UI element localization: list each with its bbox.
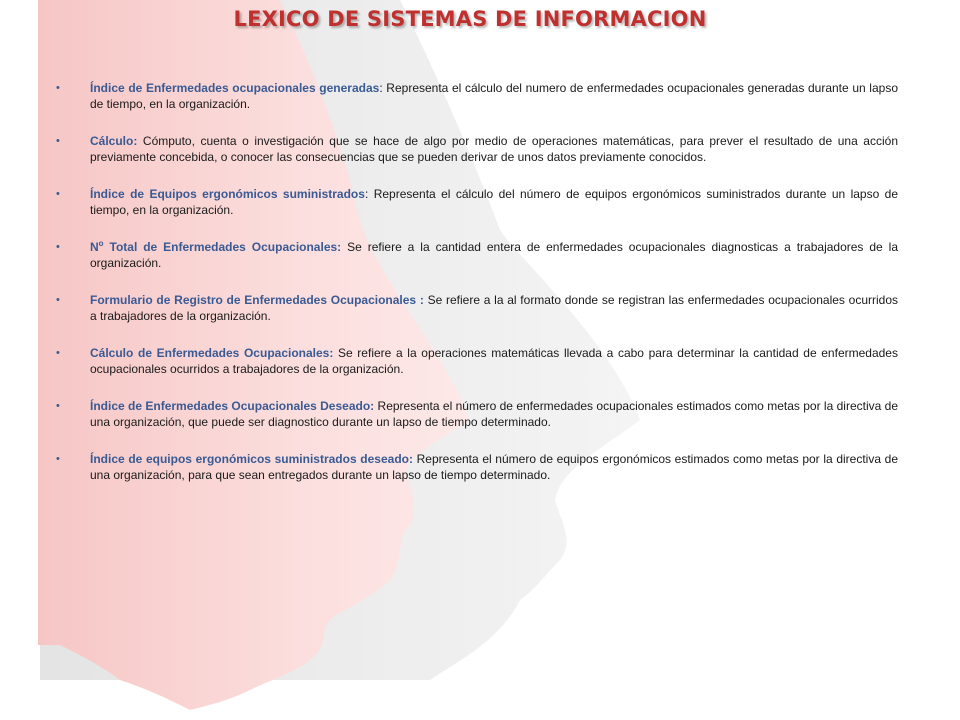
term-superscript: o xyxy=(98,239,104,248)
bullet-icon: • xyxy=(56,188,60,200)
definition-text: Representa el cálculo del número de equipos ergonómicos suministrados durante un lapso de tiempo, en la organización. xyxy=(90,187,899,217)
definition-term: Formulario de Registro de Enfermedades Ocupacionales : xyxy=(90,293,424,307)
definition-term xyxy=(90,240,341,254)
definition-term: Índice de Equipos ergonómicos suministrados xyxy=(90,187,365,201)
bullet-icon: • xyxy=(56,135,60,147)
definition-term: Índice de Enfermedades Ocupacionales Deseado: xyxy=(90,399,375,413)
definition-item xyxy=(56,239,898,271)
page-title: LEXICO DE SISTEMAS DE INFORMACION xyxy=(233,7,707,31)
definition-item xyxy=(56,80,898,112)
definition-separator: : xyxy=(364,187,369,201)
definition-item xyxy=(56,345,898,377)
definition-text: Se refiere a la operaciones matemáticas llevada a cabo para determinar la cantidad de enfermedades ocupacionales ocurridos a trabajadores de la organización. xyxy=(90,346,898,376)
term-main: Total de Enfermedades Ocupacionales: xyxy=(103,240,342,254)
definition-item xyxy=(56,186,898,218)
definition-text: Se refiere a la al formato donde se registran las enfermedades ocupacionales ocurridos a trabajadores de la organización. xyxy=(90,293,899,323)
definition-item xyxy=(56,451,898,483)
definition-item xyxy=(56,292,898,324)
definition-item xyxy=(56,133,898,165)
definition-term: Índice de equipos ergonómicos suministrados deseado: xyxy=(90,452,413,466)
bullet-icon: • xyxy=(56,294,60,306)
definition-text: Representa el número de equipos ergonómicos estimados como metas por la directiva de una organización, para que sean entregados durante un lapso de tiempo determinado. xyxy=(90,452,899,482)
term-prefix: N xyxy=(90,240,99,254)
definition-term: Índice de Enfermedades ocupacionales generadas xyxy=(90,81,380,95)
bullet-icon: • xyxy=(56,453,60,465)
definition-separator: : xyxy=(379,81,383,95)
definition-term: Cálculo de Enfermedades Ocupacionales: xyxy=(90,346,334,360)
definition-text: Cómputo, cuenta o investigación que se hace de algo por medio de operaciones matemáticas, para prever el resultado de una acción previamente concebida, o conocer las consecuencias que se pueden derivar de unos datos previamente conocidos. xyxy=(90,134,898,164)
definition-term: Cálculo: xyxy=(90,134,138,148)
definition-item xyxy=(56,398,898,430)
bullet-icon: • xyxy=(56,400,60,412)
definition-text: Representa el número de enfermedades ocupacionales estimados como metas por la directiva de una organización, que puede ser diagnostico durante un lapso de tiempo determinado. xyxy=(90,399,898,429)
bullet-icon: • xyxy=(56,82,60,94)
bullet-icon: • xyxy=(56,347,60,359)
definition-text: Representa el cálculo del numero de enfermedades ocupacionales generadas durante un lapso de tiempo, en la organización. xyxy=(90,81,898,111)
definition-text: Se refiere a la cantidad entera de enfermedades ocupacionales diagnosticas a trabajadores de la organización. xyxy=(90,240,898,270)
bullet-icon: • xyxy=(56,241,60,253)
definition-list xyxy=(56,80,898,504)
